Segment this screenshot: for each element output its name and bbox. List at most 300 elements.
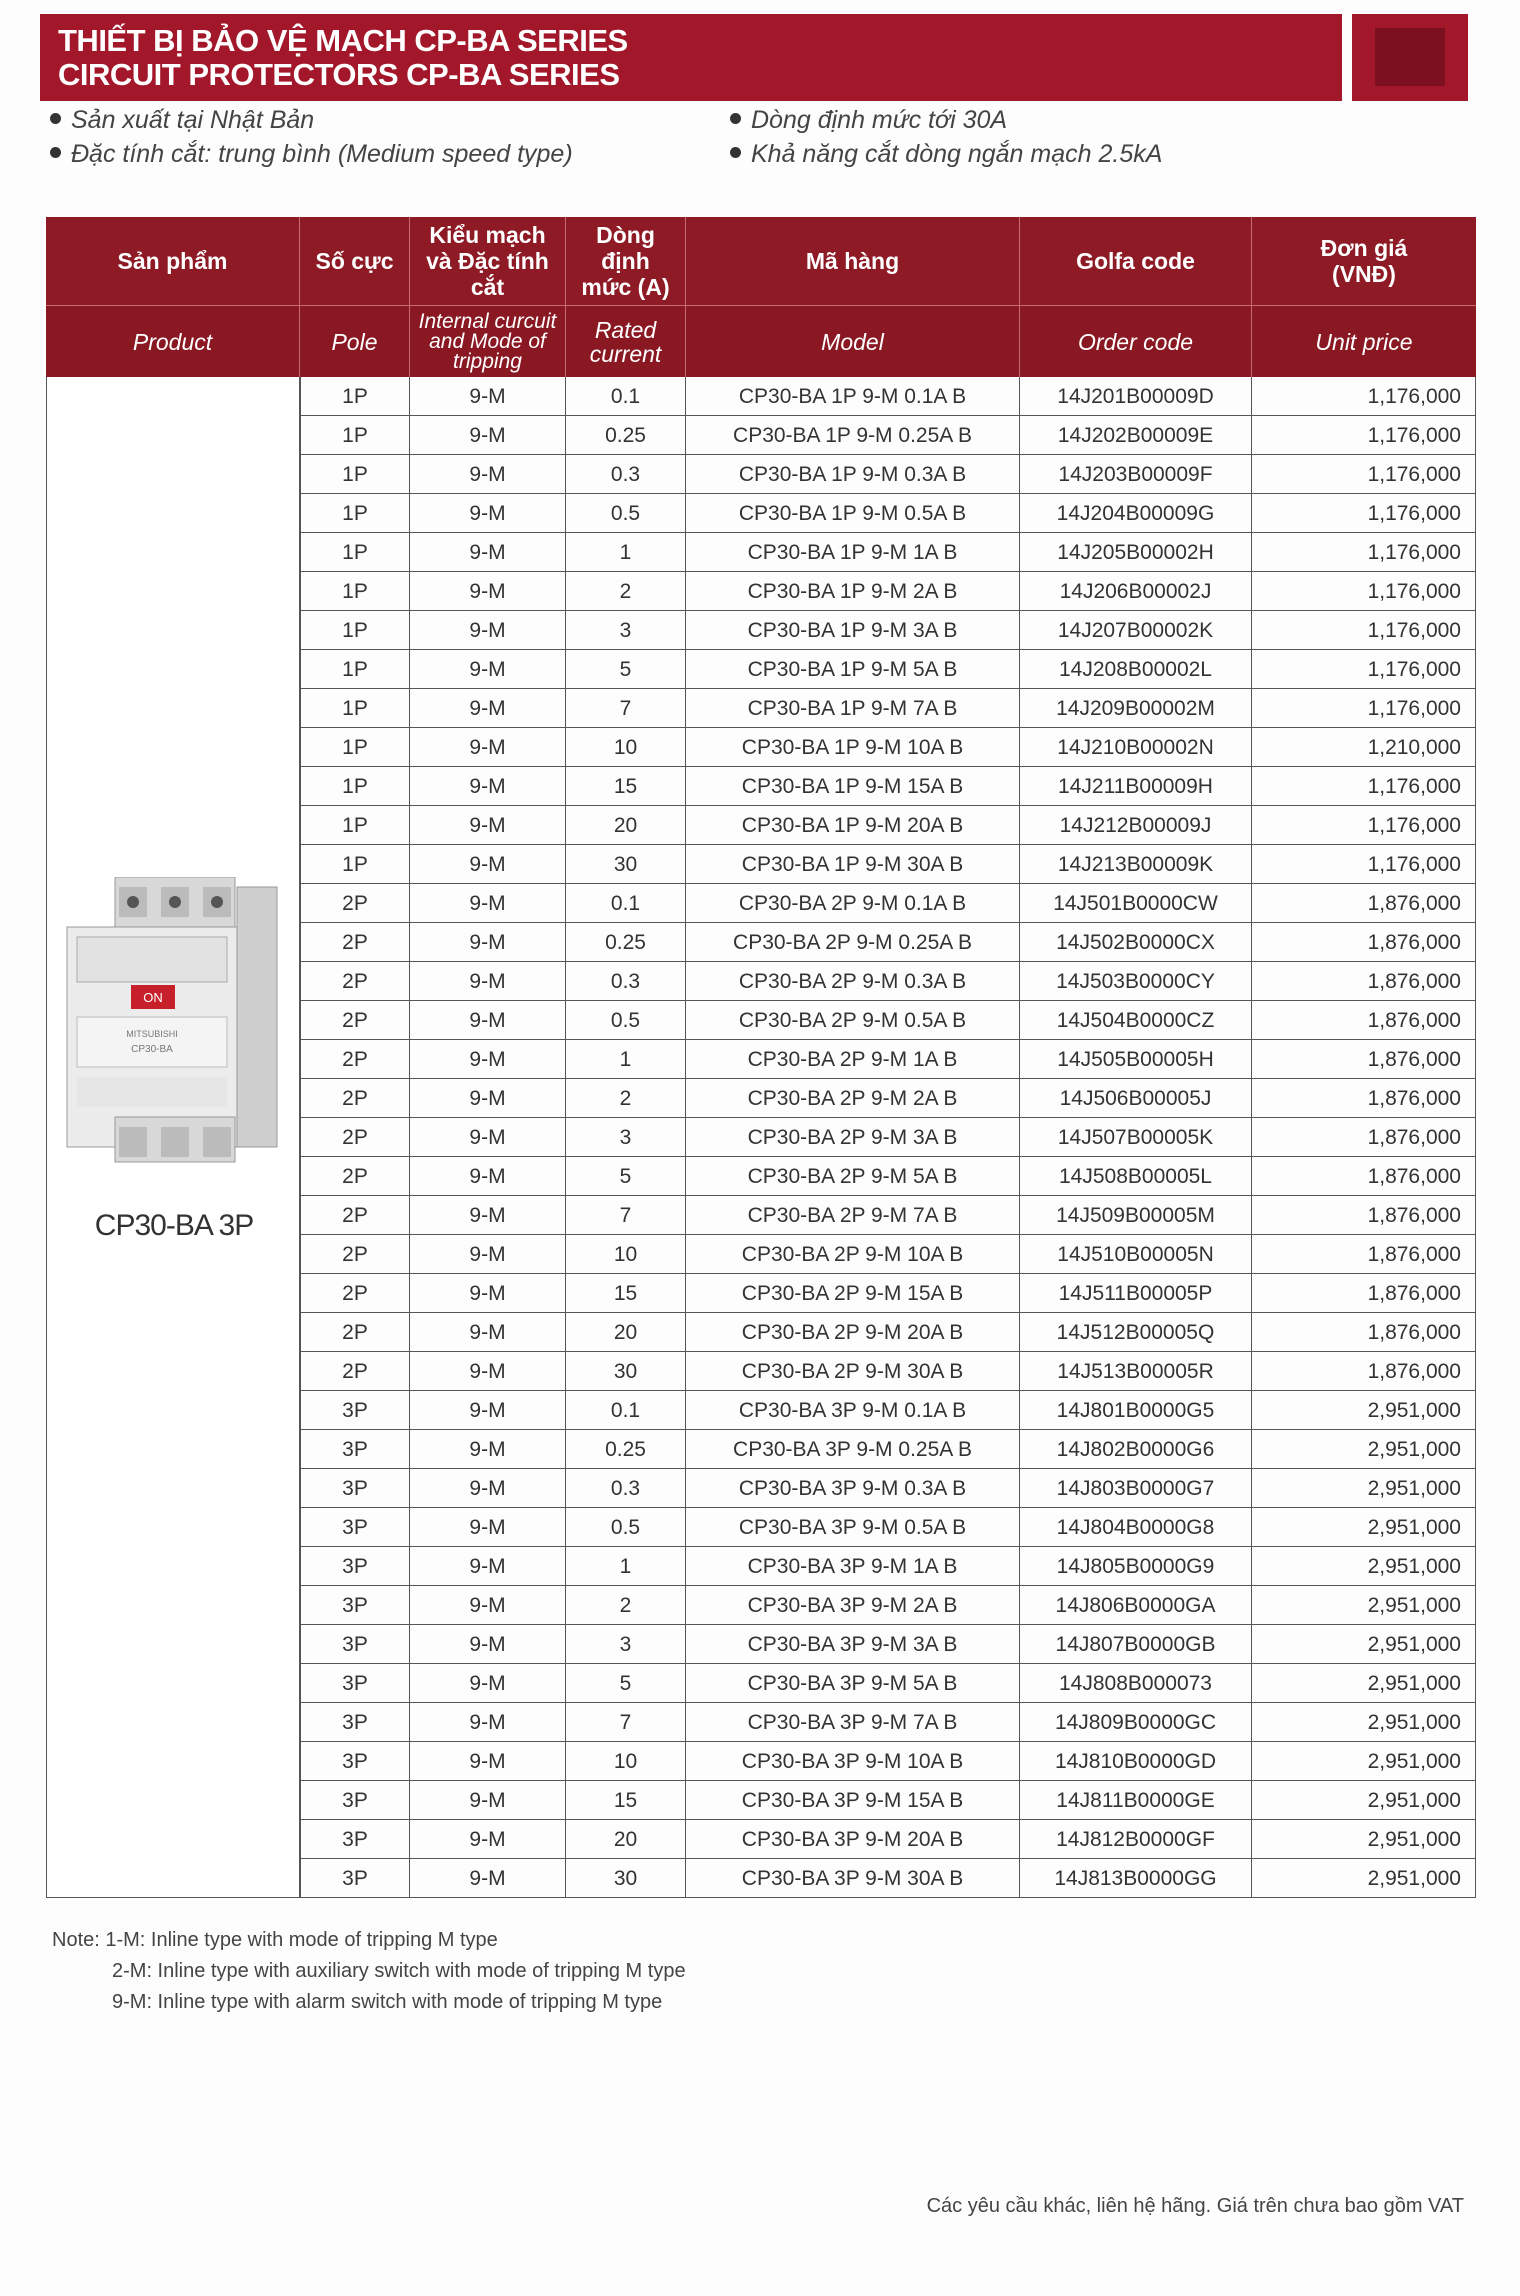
table-row — [300, 1196, 1476, 1235]
cell-circuit: 9-M — [410, 377, 566, 416]
cell-pole: 3P — [300, 1469, 410, 1508]
cell-current: 10 — [566, 728, 686, 767]
cell-pole: 2P — [300, 923, 410, 962]
svg-text:ON: ON — [143, 990, 163, 1005]
cell-price: 2,951,000 — [1252, 1781, 1476, 1820]
cell-price: 1,876,000 — [1252, 1040, 1476, 1079]
cell-order-code: 14J501B0000CW — [1020, 884, 1252, 923]
cell-pole: 1P — [300, 806, 410, 845]
cell-circuit: 9-M — [410, 533, 566, 572]
cell-circuit: 9-M — [410, 611, 566, 650]
table-row — [300, 1157, 1476, 1196]
cell-pole: 1P — [300, 689, 410, 728]
cell-model: CP30-BA 2P 9-M 0.25A B — [686, 923, 1020, 962]
cell-circuit: 9-M — [410, 1469, 566, 1508]
cell-current: 1 — [566, 1547, 686, 1586]
cell-circuit: 9-M — [410, 728, 566, 767]
bullet-dot-icon — [50, 147, 61, 158]
cell-circuit: 9-M — [410, 1352, 566, 1391]
cell-current: 0.3 — [566, 962, 686, 1001]
cell-circuit: 9-M — [410, 1118, 566, 1157]
table-row — [300, 884, 1476, 923]
cell-model: CP30-BA 3P 9-M 3A B — [686, 1625, 1020, 1664]
header-order-en: Order code — [1020, 306, 1252, 377]
cell-circuit: 9-M — [410, 1079, 566, 1118]
cell-current: 30 — [566, 1859, 686, 1898]
cell-order-code: 14J509B00005M — [1020, 1196, 1252, 1235]
cell-pole: 2P — [300, 1235, 410, 1274]
table-row — [300, 1781, 1476, 1820]
cell-pole: 2P — [300, 1001, 410, 1040]
cell-order-code: 14J806B0000GA — [1020, 1586, 1252, 1625]
cell-model: CP30-BA 1P 9-M 30A B — [686, 845, 1020, 884]
cell-price: 1,876,000 — [1252, 1313, 1476, 1352]
table-row — [300, 377, 1476, 416]
corner-square — [1375, 28, 1445, 86]
cell-pole: 3P — [300, 1430, 410, 1469]
cell-current: 3 — [566, 611, 686, 650]
table-row — [300, 689, 1476, 728]
cell-current: 0.1 — [566, 884, 686, 923]
cell-order-code: 14J503B0000CY — [1020, 962, 1252, 1001]
table-row — [300, 650, 1476, 689]
cell-pole: 3P — [300, 1820, 410, 1859]
cell-order-code: 14J504B0000CZ — [1020, 1001, 1252, 1040]
cell-price: 1,876,000 — [1252, 1352, 1476, 1391]
cell-pole: 1P — [300, 455, 410, 494]
cell-current: 0.1 — [566, 1391, 686, 1430]
cell-pole: 2P — [300, 1196, 410, 1235]
cell-current: 30 — [566, 1352, 686, 1391]
cell-model: CP30-BA 3P 9-M 15A B — [686, 1781, 1020, 1820]
table-row — [300, 1352, 1476, 1391]
cell-model: CP30-BA 2P 9-M 1A B — [686, 1040, 1020, 1079]
table-header-vi — [46, 217, 1476, 305]
cell-pole: 1P — [300, 533, 410, 572]
cell-order-code: 14J810B0000GD — [1020, 1742, 1252, 1781]
cell-pole: 2P — [300, 1352, 410, 1391]
header-pole: Số cực — [300, 217, 410, 305]
cell-price: 1,176,000 — [1252, 572, 1476, 611]
cell-pole: 2P — [300, 1274, 410, 1313]
table-row — [300, 1391, 1476, 1430]
cell-circuit: 9-M — [410, 494, 566, 533]
title-vi: THIẾT BỊ BẢO VỆ MẠCH CP-BA SERIES — [58, 23, 628, 58]
title-en: CIRCUIT PROTECTORS CP-BA SERIES — [58, 57, 620, 92]
cell-model: CP30-BA 3P 9-M 0.3A B — [686, 1469, 1020, 1508]
header-order: Golfa code — [1020, 217, 1252, 305]
cell-model: CP30-BA 1P 9-M 3A B — [686, 611, 1020, 650]
cell-circuit: 9-M — [410, 1664, 566, 1703]
bullet-item: Đặc tính cắt: trung bình (Medium speed type) — [50, 140, 573, 169]
cell-price: 1,176,000 — [1252, 650, 1476, 689]
cell-circuit: 9-M — [410, 572, 566, 611]
cell-order-code: 14J201B00009D — [1020, 377, 1252, 416]
header-price-en: Unit price — [1315, 328, 1413, 355]
cell-order-code: 14J506B00005J — [1020, 1079, 1252, 1118]
cell-order-code: 14J502B0000CX — [1020, 923, 1252, 962]
table-row — [300, 416, 1476, 455]
table-row — [300, 767, 1476, 806]
cell-circuit: 9-M — [410, 845, 566, 884]
cell-order-code: 14J505B00005H — [1020, 1040, 1252, 1079]
cell-price: 1,876,000 — [1252, 923, 1476, 962]
table-row — [300, 1664, 1476, 1703]
cell-price: 2,951,000 — [1252, 1859, 1476, 1898]
cell-model: CP30-BA 1P 9-M 20A B — [686, 806, 1020, 845]
cell-model: CP30-BA 3P 9-M 0.5A B — [686, 1508, 1020, 1547]
cell-price: 1,176,000 — [1252, 533, 1476, 572]
cell-order-code: 14J807B0000GB — [1020, 1625, 1252, 1664]
table-row — [300, 1274, 1476, 1313]
cell-order-code: 14J211B00009H — [1020, 767, 1252, 806]
cell-pole: 2P — [300, 962, 410, 1001]
cell-order-code: 14J508B00005L — [1020, 1157, 1252, 1196]
cell-pole: 1P — [300, 650, 410, 689]
cell-order-code: 14J513B00005R — [1020, 1352, 1252, 1391]
bullet-item: Dòng định mức tới 30A — [730, 106, 1007, 135]
table-row — [300, 1040, 1476, 1079]
bullet-item: Khả năng cắt dòng ngắn mạch 2.5kA — [730, 140, 1162, 169]
cell-circuit: 9-M — [410, 1586, 566, 1625]
header-current-en: Rated current — [566, 306, 686, 377]
cell-pole: 1P — [300, 728, 410, 767]
cell-current: 20 — [566, 806, 686, 845]
cell-model: CP30-BA 2P 9-M 3A B — [686, 1118, 1020, 1157]
cell-circuit: 9-M — [410, 1625, 566, 1664]
header-model: Mã hàng — [686, 217, 1020, 305]
cell-current: 7 — [566, 689, 686, 728]
cell-circuit: 9-M — [410, 1508, 566, 1547]
table-row — [300, 806, 1476, 845]
cell-price: 1,876,000 — [1252, 1274, 1476, 1313]
note-line: 2-M: Inline type with auxiliary switch with mode of tripping M type — [112, 1960, 686, 1982]
cell-model: CP30-BA 1P 9-M 10A B — [686, 728, 1020, 767]
cell-order-code: 14J808B000073 — [1020, 1664, 1252, 1703]
cell-order-code: 14J809B0000GC — [1020, 1703, 1252, 1742]
note-line: Note: 1-M: Inline type with mode of tripping M type — [52, 1929, 498, 1951]
cell-price: 1,176,000 — [1252, 611, 1476, 650]
cell-pole: 3P — [300, 1391, 410, 1430]
cell-circuit: 9-M — [410, 806, 566, 845]
cell-pole: 1P — [300, 377, 410, 416]
cell-price: 2,951,000 — [1252, 1820, 1476, 1859]
cell-price: 1,876,000 — [1252, 962, 1476, 1001]
cell-circuit: 9-M — [410, 1040, 566, 1079]
cell-price: 2,951,000 — [1252, 1469, 1476, 1508]
table-row — [300, 455, 1476, 494]
header-circuit: Kiểu mạch và Đặc tính cắt — [410, 217, 566, 305]
cell-price: 2,951,000 — [1252, 1664, 1476, 1703]
cell-current: 10 — [566, 1235, 686, 1274]
table-row — [300, 1742, 1476, 1781]
cell-current: 20 — [566, 1820, 686, 1859]
table-row — [300, 572, 1476, 611]
cell-current: 0.25 — [566, 416, 686, 455]
cell-pole: 3P — [300, 1664, 410, 1703]
svg-text:CP30-BA: CP30-BA — [131, 1044, 173, 1055]
cell-model: CP30-BA 3P 9-M 1A B — [686, 1547, 1020, 1586]
cell-circuit: 9-M — [410, 416, 566, 455]
cell-model: CP30-BA 3P 9-M 0.25A B — [686, 1430, 1020, 1469]
cell-order-code: 14J802B0000G6 — [1020, 1430, 1252, 1469]
cell-pole: 1P — [300, 611, 410, 650]
cell-circuit: 9-M — [410, 884, 566, 923]
table-header-en — [46, 305, 1476, 377]
cell-current: 0.25 — [566, 1430, 686, 1469]
cell-model: CP30-BA 3P 9-M 7A B — [686, 1703, 1020, 1742]
cell-pole: 1P — [300, 494, 410, 533]
bullet-dot-icon — [730, 113, 741, 124]
bullet-item: Sản xuất tại Nhật Bản — [50, 106, 314, 135]
cell-model: CP30-BA 2P 9-M 5A B — [686, 1157, 1020, 1196]
cell-price: 2,951,000 — [1252, 1547, 1476, 1586]
cell-price: 2,951,000 — [1252, 1508, 1476, 1547]
cell-pole: 2P — [300, 1040, 410, 1079]
cell-order-code: 14J511B00005P — [1020, 1274, 1252, 1313]
cell-current: 15 — [566, 1781, 686, 1820]
table-row — [300, 1079, 1476, 1118]
cell-order-code: 14J801B0000G5 — [1020, 1391, 1252, 1430]
cell-current: 0.3 — [566, 1469, 686, 1508]
cell-model: CP30-BA 3P 9-M 10A B — [686, 1742, 1020, 1781]
cell-circuit: 9-M — [410, 1859, 566, 1898]
cell-current: 3 — [566, 1118, 686, 1157]
table-row — [300, 1703, 1476, 1742]
feature-bullets — [50, 104, 1470, 184]
cell-price: 1,176,000 — [1252, 845, 1476, 884]
cell-pole: 3P — [300, 1547, 410, 1586]
cell-current: 0.5 — [566, 1508, 686, 1547]
cell-model: CP30-BA 1P 9-M 0.3A B — [686, 455, 1020, 494]
table-row — [300, 1859, 1476, 1898]
cell-circuit: 9-M — [410, 1196, 566, 1235]
table-row — [300, 1001, 1476, 1040]
cell-pole: 3P — [300, 1781, 410, 1820]
price-table — [46, 217, 1476, 1917]
cell-model: CP30-BA 2P 9-M 0.5A B — [686, 1001, 1020, 1040]
table-row — [300, 1469, 1476, 1508]
cell-price: 1,876,000 — [1252, 1157, 1476, 1196]
cell-current: 7 — [566, 1703, 686, 1742]
cell-order-code: 14J204B00009G — [1020, 494, 1252, 533]
cell-model: CP30-BA 2P 9-M 7A B — [686, 1196, 1020, 1235]
cell-circuit: 9-M — [410, 767, 566, 806]
svg-text:MITSUBISHI: MITSUBISHI — [126, 1029, 178, 1039]
cell-model: CP30-BA 2P 9-M 0.1A B — [686, 884, 1020, 923]
table-row — [300, 533, 1476, 572]
cell-order-code: 14J804B0000G8 — [1020, 1508, 1252, 1547]
table-row — [300, 1820, 1476, 1859]
cell-circuit: 9-M — [410, 1430, 566, 1469]
cell-pole: 3P — [300, 1508, 410, 1547]
cell-current: 10 — [566, 1742, 686, 1781]
cell-order-code: 14J803B0000G7 — [1020, 1469, 1252, 1508]
cell-current: 15 — [566, 1274, 686, 1313]
cell-model: CP30-BA 2P 9-M 2A B — [686, 1079, 1020, 1118]
cell-model: CP30-BA 2P 9-M 0.3A B — [686, 962, 1020, 1001]
cell-circuit: 9-M — [410, 1820, 566, 1859]
cell-pole: 2P — [300, 1313, 410, 1352]
cell-price: 1,876,000 — [1252, 884, 1476, 923]
table-row — [300, 728, 1476, 767]
note-line: 9-M: Inline type with alarm switch with mode of tripping M type — [112, 1991, 663, 2013]
cell-circuit: 9-M — [410, 1703, 566, 1742]
cell-price: 1,176,000 — [1252, 689, 1476, 728]
cell-current: 5 — [566, 1157, 686, 1196]
cell-current: 0.5 — [566, 1001, 686, 1040]
cell-circuit: 9-M — [410, 455, 566, 494]
cell-pole: 3P — [300, 1859, 410, 1898]
cell-current: 7 — [566, 1196, 686, 1235]
cell-order-code: 14J205B00002H — [1020, 533, 1252, 572]
cell-order-code: 14J206B00002J — [1020, 572, 1252, 611]
cell-model: CP30-BA 2P 9-M 30A B — [686, 1352, 1020, 1391]
cell-pole: 1P — [300, 572, 410, 611]
table-row — [300, 1625, 1476, 1664]
bullet-dot-icon — [730, 147, 741, 158]
cell-circuit: 9-M — [410, 962, 566, 1001]
cell-model: CP30-BA 2P 9-M 10A B — [686, 1235, 1020, 1274]
cell-order-code: 14J507B00005K — [1020, 1118, 1252, 1157]
cell-price: 1,876,000 — [1252, 1196, 1476, 1235]
cell-current: 30 — [566, 845, 686, 884]
cell-circuit: 9-M — [410, 1157, 566, 1196]
table-row — [300, 962, 1476, 1001]
cell-pole: 2P — [300, 884, 410, 923]
cell-circuit: 9-M — [410, 1001, 566, 1040]
cell-price: 2,951,000 — [1252, 1430, 1476, 1469]
cell-current: 2 — [566, 1586, 686, 1625]
title-banner — [40, 14, 1342, 101]
cell-pole: 1P — [300, 845, 410, 884]
cell-order-code: 14J805B0000G9 — [1020, 1547, 1252, 1586]
cell-circuit: 9-M — [410, 1781, 566, 1820]
cell-current: 20 — [566, 1313, 686, 1352]
cell-model: CP30-BA 3P 9-M 0.1A B — [686, 1391, 1020, 1430]
cell-pole: 1P — [300, 416, 410, 455]
table-row — [300, 1547, 1476, 1586]
cell-current: 1 — [566, 1040, 686, 1079]
cell-model: CP30-BA 3P 9-M 20A B — [686, 1820, 1020, 1859]
cell-current: 15 — [566, 767, 686, 806]
cell-model: CP30-BA 3P 9-M 2A B — [686, 1586, 1020, 1625]
table-row — [300, 1235, 1476, 1274]
cell-pole: 2P — [300, 1118, 410, 1157]
cell-current: 2 — [566, 1079, 686, 1118]
header-price: Đơn giá (VNĐ) — [1320, 235, 1408, 287]
cell-circuit: 9-M — [410, 650, 566, 689]
cell-price: 1,876,000 — [1252, 1079, 1476, 1118]
header-product: Sản phẩm — [46, 217, 300, 305]
cell-pole: 2P — [300, 1079, 410, 1118]
cell-price: 1,876,000 — [1252, 1118, 1476, 1157]
product-name: CP30-BA 3P — [94, 1209, 254, 1242]
cell-order-code: 14J213B00009K — [1020, 845, 1252, 884]
header-current: Dòng định mức (A) — [566, 217, 686, 305]
cell-current: 2 — [566, 572, 686, 611]
table-row — [300, 494, 1476, 533]
cell-price: 1,176,000 — [1252, 767, 1476, 806]
table-row — [300, 1586, 1476, 1625]
cell-price: 2,951,000 — [1252, 1742, 1476, 1781]
cell-pole: 1P — [300, 767, 410, 806]
cell-current: 0.1 — [566, 377, 686, 416]
cell-circuit: 9-M — [410, 1391, 566, 1430]
cell-price: 1,176,000 — [1252, 494, 1476, 533]
cell-price: 1,176,000 — [1252, 416, 1476, 455]
cell-price: 2,951,000 — [1252, 1391, 1476, 1430]
cell-model: CP30-BA 2P 9-M 20A B — [686, 1313, 1020, 1352]
cell-price: 2,951,000 — [1252, 1703, 1476, 1742]
cell-circuit: 9-M — [410, 1313, 566, 1352]
cell-model: CP30-BA 3P 9-M 5A B — [686, 1664, 1020, 1703]
cell-current: 0.5 — [566, 494, 686, 533]
cell-circuit: 9-M — [410, 689, 566, 728]
table-row — [300, 611, 1476, 650]
header-product-en: Product — [46, 306, 300, 377]
cell-current: 0.25 — [566, 923, 686, 962]
cell-pole: 3P — [300, 1742, 410, 1781]
cell-order-code: 14J203B00009F — [1020, 455, 1252, 494]
cell-price: 1,876,000 — [1252, 1001, 1476, 1040]
cell-current: 3 — [566, 1625, 686, 1664]
cell-model: CP30-BA 1P 9-M 5A B — [686, 650, 1020, 689]
cell-price: 2,951,000 — [1252, 1586, 1476, 1625]
product-cell — [46, 377, 300, 1898]
table-row — [300, 845, 1476, 884]
cell-pole: 3P — [300, 1703, 410, 1742]
cell-model: CP30-BA 1P 9-M 1A B — [686, 533, 1020, 572]
cell-current: 0.3 — [566, 455, 686, 494]
table-row — [300, 1313, 1476, 1352]
cell-price: 1,176,000 — [1252, 377, 1476, 416]
cell-model: CP30-BA 1P 9-M 15A B — [686, 767, 1020, 806]
corner-block — [1352, 14, 1468, 101]
cell-circuit: 9-M — [410, 1742, 566, 1781]
cell-price: 1,210,000 — [1252, 728, 1476, 767]
table-row — [300, 923, 1476, 962]
header-model-en: Model — [686, 306, 1020, 377]
cell-circuit: 9-M — [410, 923, 566, 962]
bullet-dot-icon — [50, 113, 61, 124]
cell-model: CP30-BA 1P 9-M 0.25A B — [686, 416, 1020, 455]
cell-order-code: 14J202B00009E — [1020, 416, 1252, 455]
cell-circuit: 9-M — [410, 1274, 566, 1313]
cell-model: CP30-BA 3P 9-M 30A B — [686, 1859, 1020, 1898]
cell-current: 1 — [566, 533, 686, 572]
cell-pole: 2P — [300, 1157, 410, 1196]
cell-current: 5 — [566, 650, 686, 689]
cell-price: 2,951,000 — [1252, 1625, 1476, 1664]
header-pole-en: Pole — [300, 306, 410, 377]
circuit-breaker-image — [57, 877, 291, 1177]
cell-order-code: 14J207B00002K — [1020, 611, 1252, 650]
cell-pole: 3P — [300, 1586, 410, 1625]
cell-order-code: 14J208B00002L — [1020, 650, 1252, 689]
cell-model: CP30-BA 2P 9-M 15A B — [686, 1274, 1020, 1313]
table-row — [300, 1118, 1476, 1157]
cell-order-code: 14J811B0000GE — [1020, 1781, 1252, 1820]
cell-order-code: 14J813B0000GG — [1020, 1859, 1252, 1898]
cell-price: 1,876,000 — [1252, 1235, 1476, 1274]
table-row — [300, 1508, 1476, 1547]
cell-order-code: 14J212B00009J — [1020, 806, 1252, 845]
footer-note: Các yêu cầu khác, liên hệ hãng. Giá trên chưa bao gồm VAT — [926, 2195, 1464, 2217]
cell-order-code: 14J510B00005N — [1020, 1235, 1252, 1274]
cell-pole: 3P — [300, 1625, 410, 1664]
cell-model: CP30-BA 1P 9-M 2A B — [686, 572, 1020, 611]
